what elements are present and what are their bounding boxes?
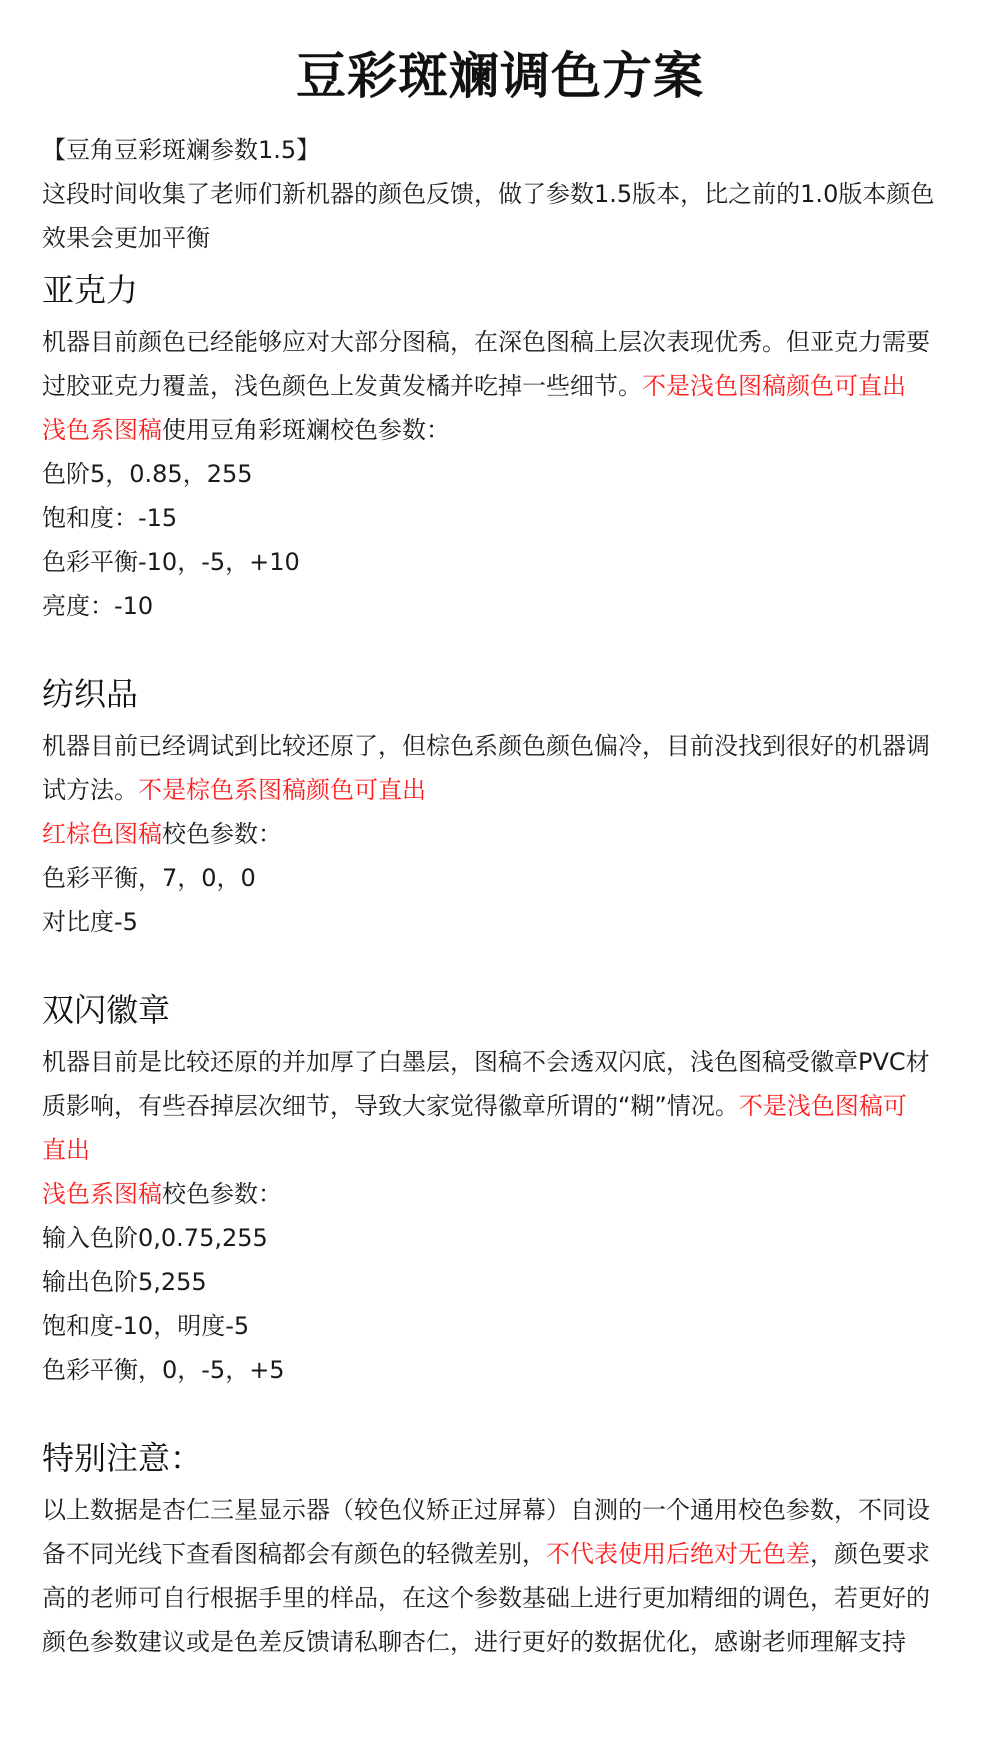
textile-paragraph-line: 机器目前已经调试到比较还原了，但棕色系颜色颜色偏冷，目前没找到很好的机器调 bbox=[42, 732, 930, 760]
textile-paragraph-line bbox=[42, 812, 972, 856]
page-title: 豆彩斑斓调色方案 bbox=[296, 47, 704, 105]
badge-paragraph-line: 机器目前是比较还原的并加厚了白墨层，图稿不会透双闪底，浅色图稿受徽章PVC材 bbox=[42, 1048, 930, 1076]
textile-text: 试方法。 bbox=[42, 776, 138, 804]
notice-warning: 不代表使用后绝对无色差 bbox=[546, 1540, 810, 1568]
badge-paragraph-line bbox=[42, 1084, 972, 1128]
badge-text: 质影响，有些吞掉层次细节，导致大家觉得徽章所谓的“糊”情况。 bbox=[42, 1092, 739, 1120]
section-heading-badge: 双闪徽章 bbox=[42, 991, 171, 1029]
notice-text: 备不同光线下查看图稿都会有颜色的轻微差别， bbox=[42, 1540, 546, 1568]
acrylic-text: 过胶亚克力覆盖，浅色颜色上发黄发橘并吃掉一些细节。 bbox=[42, 372, 642, 400]
acrylic-paragraph-line bbox=[42, 408, 972, 452]
acrylic-params-intro: 使用豆角彩斑斓校色参数： bbox=[162, 416, 450, 444]
notice-paragraph-line: 颜色参数建议或是色差反馈请私聊杏仁，进行更好的数据优化，感谢老师理解支持 bbox=[42, 1628, 906, 1656]
badge-param: 色彩平衡，0，-5，+5 bbox=[42, 1356, 285, 1384]
section-heading-acrylic: 亚克力 bbox=[42, 271, 139, 309]
intro-text-line: 这段时间收集了老师们新机器的颜色反馈，做了参数1.5版本，比之前的1.0版本颜色 bbox=[42, 180, 935, 208]
textile-params-intro: 校色参数： bbox=[162, 820, 282, 848]
textile-warning: 不是棕色系图稿颜色可直出 bbox=[138, 776, 426, 804]
acrylic-param: 色阶5，0.85，255 bbox=[42, 460, 253, 488]
acrylic-target-label: 浅色系图稿 bbox=[42, 416, 162, 444]
textile-paragraph-line bbox=[42, 768, 972, 812]
notice-text: ，颜色要求 bbox=[810, 1540, 930, 1568]
badge-params-intro: 校色参数： bbox=[162, 1180, 282, 1208]
acrylic-param: 亮度：-10 bbox=[42, 592, 154, 620]
badge-paragraph-line bbox=[42, 1172, 972, 1216]
acrylic-paragraph-line bbox=[42, 364, 972, 408]
textile-param: 色彩平衡，7，0，0 bbox=[42, 864, 256, 892]
badge-param: 饱和度-10，明度-5 bbox=[42, 1312, 250, 1340]
textile-target-label: 红棕色图稿 bbox=[42, 820, 162, 848]
document-body bbox=[42, 128, 972, 1664]
acrylic-param: 色彩平衡-10，-5，+10 bbox=[42, 548, 300, 576]
intro-text-line: 效果会更加平衡 bbox=[42, 224, 210, 252]
badge-param: 输入色阶0,0.75,255 bbox=[42, 1224, 268, 1252]
badge-warning: 不是浅色图稿可 bbox=[738, 1092, 907, 1120]
badge-warning-continued: 直出 bbox=[42, 1136, 90, 1164]
acrylic-warning: 不是浅色图稿颜色可直出 bbox=[642, 372, 906, 400]
notice-paragraph-line: 高的老师可自行根据手里的样品，在这个参数基础上进行更加精细的调色，若更好的 bbox=[42, 1584, 930, 1612]
acrylic-param: 饱和度：-15 bbox=[42, 504, 178, 532]
section-heading-notice: 特别注意： bbox=[42, 1439, 203, 1477]
badge-param: 输出色阶5,255 bbox=[42, 1268, 207, 1296]
intro-tag: 【豆角豆彩斑斓参数1.5】 bbox=[42, 136, 321, 164]
notice-paragraph-line bbox=[42, 1532, 972, 1576]
textile-param: 对比度-5 bbox=[42, 908, 138, 936]
section-heading-textile: 纺织品 bbox=[42, 675, 139, 713]
acrylic-paragraph-line: 机器目前颜色已经能够应对大部分图稿，在深色图稿上层次表现优秀。但亚克力需要 bbox=[42, 328, 930, 356]
badge-target-label: 浅色系图稿 bbox=[42, 1180, 162, 1208]
notice-paragraph-line: 以上数据是杏仁三星显示器（较色仪矫正过屏幕）自测的一个通用校色参数，不同设 bbox=[42, 1496, 930, 1524]
